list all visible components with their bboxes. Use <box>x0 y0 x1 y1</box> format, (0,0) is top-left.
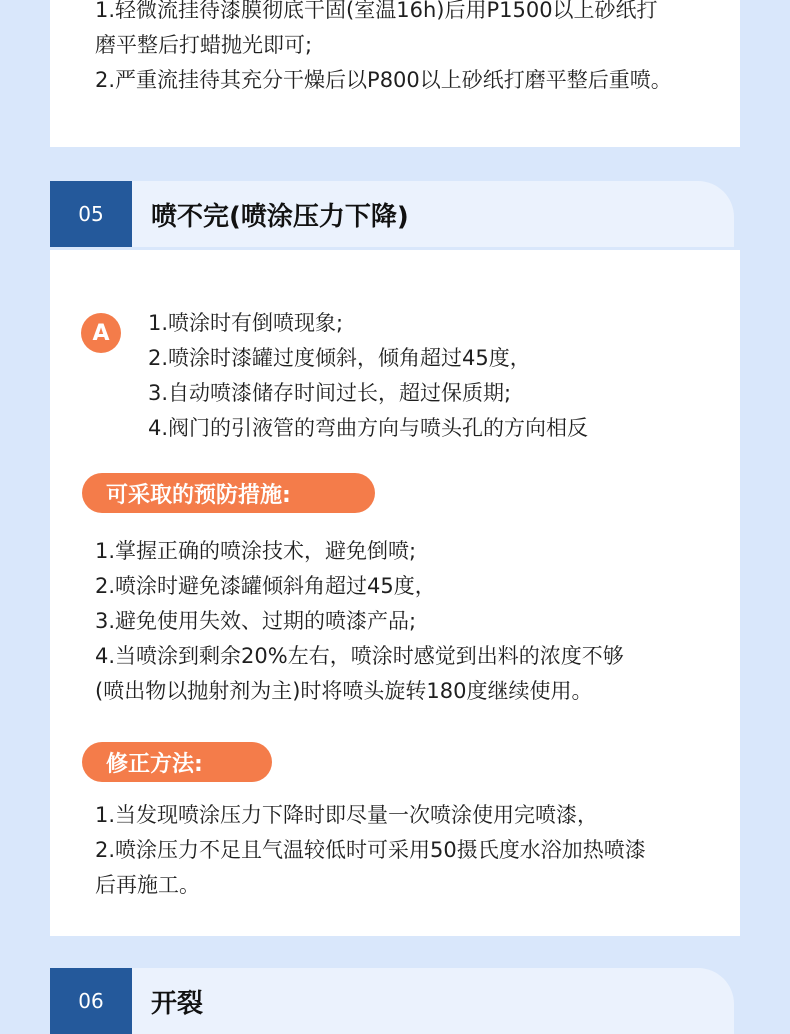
previous-section-card <box>50 0 740 147</box>
fix-item: 1.当发现喷涂压力下降时即尽量一次喷涂使用完喷漆， <box>95 803 599 827</box>
section-number: 05 <box>50 181 132 247</box>
fix-label-pill: 修正方法: <box>82 742 272 782</box>
section-header-05 <box>50 181 734 247</box>
prevention-item: 1.掌握正确的喷涂技术，避免倒喷; <box>95 539 417 563</box>
prevention-list <box>95 534 720 709</box>
prevention-label-pill: 可采取的预防措施: <box>82 473 375 513</box>
text-line: 2.严重流挂待其充分干燥后以P800以上砂纸打磨平整后重喷。 <box>95 68 672 92</box>
cause-list <box>148 306 720 446</box>
section-header-06 <box>50 968 734 1034</box>
cause-item: 4.阀门的引液管的弯曲方向与喷头孔的方向相反 <box>148 416 589 440</box>
fix-item: 后再施工。 <box>95 873 200 897</box>
prevention-item: 4.当喷涂到剩余20%左右，喷涂时感觉到出料的浓度不够 <box>95 644 624 668</box>
section-title: 喷不完(喷涂压力下降) <box>151 201 409 232</box>
cause-badge: A <box>81 313 121 353</box>
previous-section-text <box>95 0 720 98</box>
section-05-card <box>50 250 740 936</box>
prevention-item: 3.避免使用失效、过期的喷漆产品; <box>95 609 417 633</box>
fix-item: 2.喷涂压力不足且气温较低时可采用50摄氏度水浴加热喷漆 <box>95 838 646 862</box>
section-title: 开裂 <box>151 988 204 1019</box>
cause-item: 3.自动喷漆储存时间过长，超过保质期; <box>148 381 512 405</box>
cause-item: 2.喷涂时漆罐过度倾斜，倾角超过45度， <box>148 346 531 370</box>
text-line: 磨平整后打蜡抛光即可; <box>95 33 313 57</box>
text-line: 1.轻微流挂待漆膜彻底干固(室温16h)后用P1500以上砂纸打 <box>95 0 658 22</box>
section-number: 06 <box>50 968 132 1034</box>
prevention-item: (喷出物以抛射剂为主)时将喷头旋转180度继续使用。 <box>95 679 593 703</box>
cause-item: 1.喷涂时有倒喷现象; <box>148 311 344 335</box>
fix-list <box>95 798 720 903</box>
prevention-item: 2.喷涂时避免漆罐倾斜角超过45度， <box>95 574 436 598</box>
